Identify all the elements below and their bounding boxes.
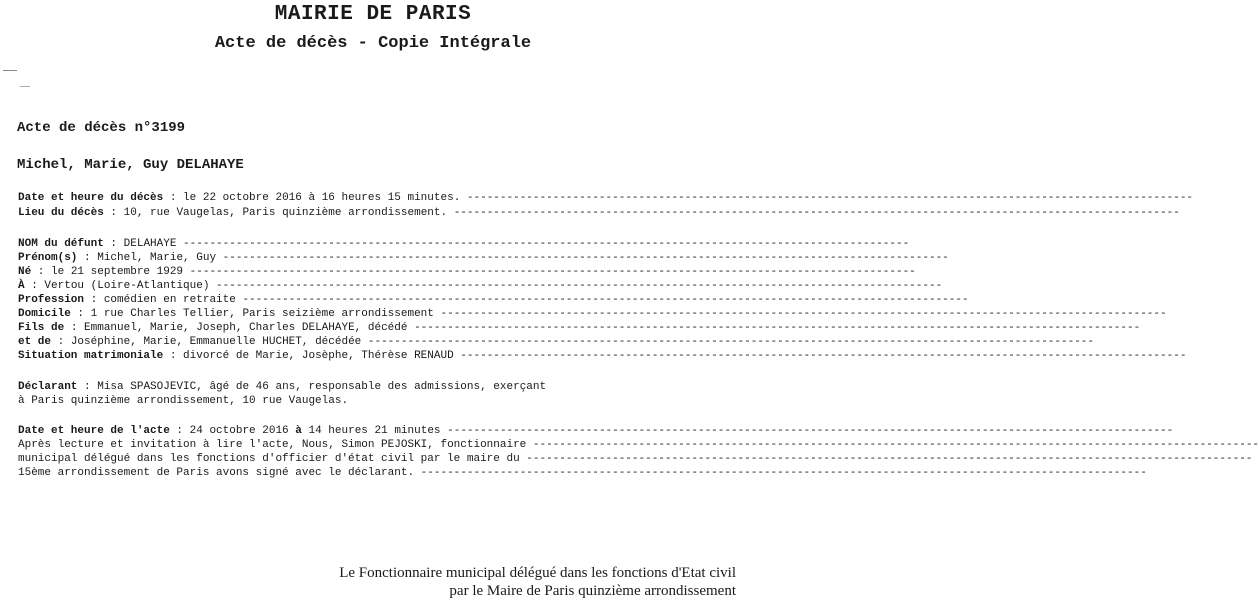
declarant-label: Déclarant: [18, 381, 78, 393]
birth-date-line: Né : le 21 septembre 1929 --------------------------------------------------------------------------------------------------------------: [18, 266, 916, 278]
mother-label: et de: [18, 336, 52, 348]
closing-text-1: Après lecture et invitation à lire l'acte, Nous, Simon PEJOSKI, fonctionnaire: [18, 439, 527, 451]
declarant-value: Misa SPASOJEVIC, âgé de 46 ans, responsable des admissions, exerçant: [97, 381, 547, 393]
father-line: Fils de : Emmanuel, Marie, Joseph, Charles DELAHAYE, décédé --------------------------------------------------------------------------------------------------------------: [18, 322, 1141, 334]
domicile-value: 1 rue Charles Tellier, Paris seizième arrondissement: [90, 308, 434, 320]
surname-line: NOM du défunt : DELAHAYE --------------------------------------------------------------------------------------------------------------: [18, 238, 910, 250]
mother-value: Joséphine, Marie, Emmanuelle HUCHET, décédée: [70, 336, 362, 348]
closing-text-line: municipal délégué dans les fonctions d'officier d'état civil par le maire du --------------------------------------------------------------------------------------------------------------: [18, 453, 1253, 465]
closing-text-3: 15ème arrondissement de Paris avons signé avec le déclarant.: [18, 467, 415, 479]
birth-place-value: Vertou (Loire-Atlantique): [44, 280, 210, 292]
marital-status-label: Situation matrimoniale: [18, 350, 164, 362]
marital-status-value: divorcé de Marie, Josèphe, Thérèse RENAUD: [183, 350, 454, 362]
birth-date-label: Né: [18, 266, 32, 278]
death-date-label: Date et heure du décès: [18, 192, 164, 204]
firstnames-line: Prénom(s) : Michel, Marie, Guy --------------------------------------------------------------------------------------------------------------: [18, 252, 949, 264]
death-date-value: le 22 octobre 2016 à 16 heures 15 minutes.: [183, 192, 461, 204]
act-date-line: Date et heure de l'acte : 24 octobre 2016 à 14 heures 21 minutes --------------------------------------------------------------------------------------------------------------: [18, 425, 1174, 437]
act-date-label: Date et heure de l'acte: [18, 425, 170, 437]
father-label: Fils de: [18, 322, 65, 334]
birth-place-line: À : Vertou (Loire-Atlantique) --------------------------------------------------------------------------------------------------------------: [18, 280, 943, 292]
document-subtitle: Acte de décès - Copie Intégrale: [214, 34, 532, 53]
profession-value: comédien en retraite: [103, 294, 236, 306]
scan-mark: [3, 70, 17, 71]
closing-text-2: municipal délégué dans les fonctions d'officier d'état civil par le maire du: [18, 453, 520, 465]
death-place-label: Lieu du décès: [18, 207, 104, 219]
declarant-address-line: [18, 394, 632, 408]
firstnames-value: Michel, Marie, Guy: [97, 252, 217, 264]
declarant-line: Déclarant : Misa SPASOJEVIC, âgé de 46 ans, responsable des admissions, exerçant: [18, 381, 547, 393]
surname-label: NOM du défunt: [18, 238, 104, 250]
signature-title-line2: par le Maire de Paris quinzième arrondissement: [449, 583, 736, 599]
scan-mark: [20, 86, 30, 87]
death-place-line: Lieu du décès : 10, rue Vaugelas, Paris quinzième arrondissement. --------------------------------------------------------------------------------------------------------------: [18, 207, 1180, 219]
act-time-value: 14 heures 21 minutes: [308, 425, 441, 437]
mairie-title: MAIRIE DE PARIS: [274, 3, 472, 26]
mother-line: et de : Joséphine, Marie, Emmanuelle HUCHET, décédée --------------------------------------------------------------------------------------------------------------: [18, 336, 1095, 348]
signature-title-line1: Le Fonctionnaire municipal délégué dans les fonctions d'Etat civil: [339, 565, 736, 581]
surname-value: DELAHAYE: [123, 238, 177, 250]
declarant-address: à Paris quinzième arrondissement, 10 rue Vaugelas.: [18, 395, 349, 407]
deceased-full-name: Michel, Marie, Guy DELAHAYE: [17, 157, 244, 173]
profession-label: Profession: [18, 294, 85, 306]
birth-date-value: le 21 septembre 1929: [51, 266, 184, 278]
act-number-title: Acte de décès n°3199: [17, 120, 186, 136]
act-date-conjunction: à: [295, 425, 302, 437]
closing-text-line: 15ème arrondissement de Paris avons signé avec le déclarant. --------------------------------------------------------------------------------------------------------------: [18, 467, 1147, 479]
domicile-line: Domicile : 1 rue Charles Tellier, Paris seizième arrondissement --------------------------------------------------------------------------------------------------------------: [18, 308, 1167, 320]
death-place-value: 10, rue Vaugelas, Paris quinzième arrondissement.: [123, 207, 448, 219]
birth-place-label: À: [18, 280, 25, 292]
firstnames-label: Prénom(s): [18, 252, 78, 264]
domicile-label: Domicile: [18, 308, 71, 320]
death-date-line: Date et heure du décès : le 22 octobre 2016 à 16 heures 15 minutes. --------------------------------------------------------------------------------------------------------------: [18, 192, 1194, 204]
act-date-value: 24 octobre 2016: [189, 425, 289, 437]
father-value: Emmanuel, Marie, Joseph, Charles DELAHAYE, décédé: [84, 322, 408, 334]
closing-text-line: Après lecture et invitation à lire l'acte, Nous, Simon PEJOSKI, fonctionnaire --------------------------------------------------------------------------------------------------------------: [18, 439, 1259, 451]
marital-status-line: Situation matrimoniale : divorcé de Marie, Josèphe, Thérèse RENAUD --------------------------------------------------------------------------------------------------------------: [18, 350, 1187, 362]
profession-line: Profession : comédien en retraite --------------------------------------------------------------------------------------------------------------: [18, 294, 969, 306]
